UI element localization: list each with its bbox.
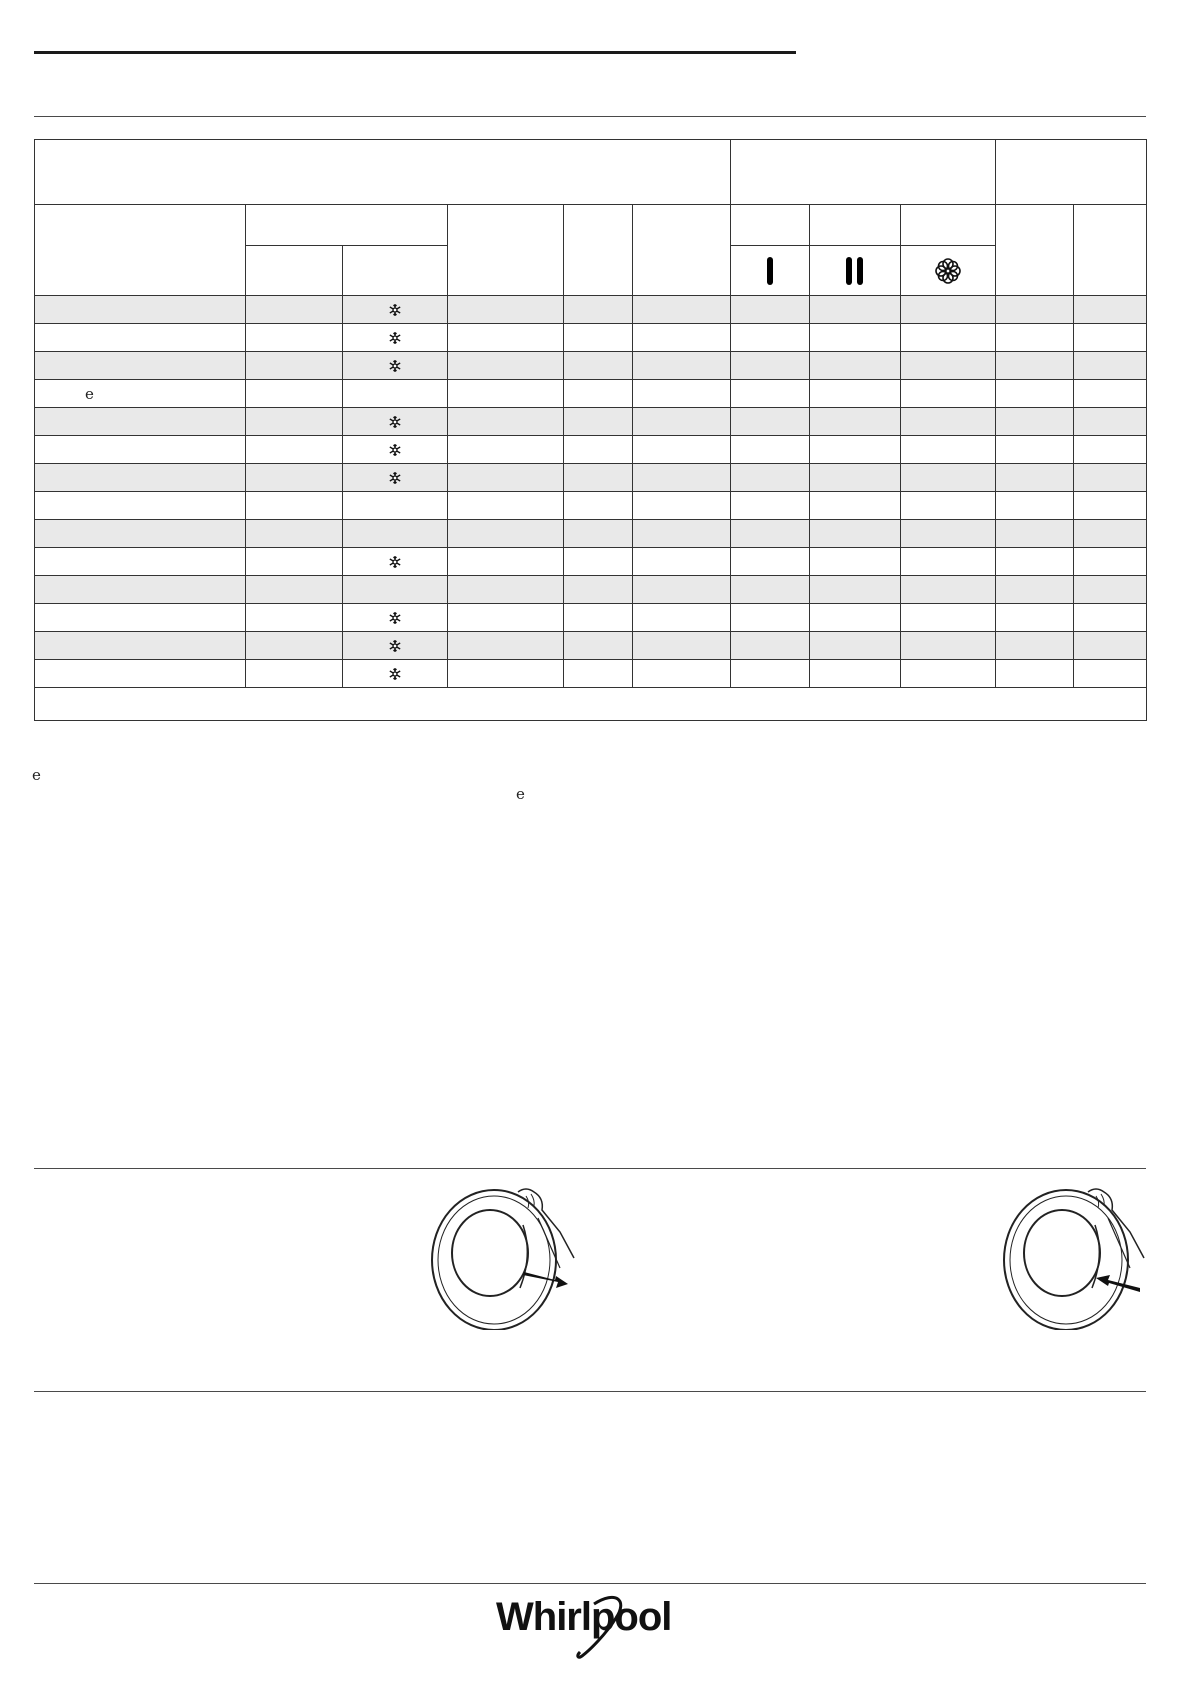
table-cell <box>448 296 564 324</box>
table-cell <box>35 436 246 464</box>
table-cell <box>1074 576 1147 604</box>
table-cell <box>448 660 564 688</box>
footnote-eco-icon-2: e <box>516 785 525 803</box>
table-cell <box>35 632 246 660</box>
table-cell <box>810 380 901 408</box>
table-cell <box>731 324 810 352</box>
table-cell <box>343 380 448 408</box>
table-cell <box>633 520 731 548</box>
table-cell <box>810 576 901 604</box>
table-row <box>35 492 1147 520</box>
table-row <box>35 576 1147 604</box>
table-cell <box>448 520 564 548</box>
table-cell <box>343 464 448 492</box>
table-cell <box>1074 324 1147 352</box>
table-cell <box>633 436 731 464</box>
table-cell <box>901 408 996 436</box>
table-cell <box>731 548 810 576</box>
table-cell <box>246 436 343 464</box>
table-cell <box>996 632 1074 660</box>
table-cell <box>1074 464 1147 492</box>
table-cell <box>1074 492 1147 520</box>
table-cell <box>564 352 633 380</box>
table-cell <box>35 464 246 492</box>
single-bar-icon <box>765 257 775 285</box>
table-cell <box>448 408 564 436</box>
footer-rule <box>34 1583 1146 1584</box>
table-row <box>35 548 1147 576</box>
table-group-header-main <box>35 140 731 205</box>
table-cell <box>996 604 1074 632</box>
table-row <box>35 324 1147 352</box>
table-cell <box>564 380 633 408</box>
table-cell <box>1074 632 1147 660</box>
table-cell <box>564 408 633 436</box>
table-cell <box>448 464 564 492</box>
table-cell <box>35 492 246 520</box>
table-cell <box>246 352 343 380</box>
table-cell <box>633 352 731 380</box>
table-cell <box>35 324 246 352</box>
section-rule-2 <box>34 1391 1146 1392</box>
table-cell <box>246 324 343 352</box>
table-cell <box>731 352 810 380</box>
table-cell <box>448 492 564 520</box>
snowflake-icon <box>388 303 402 317</box>
table-row <box>35 464 1147 492</box>
table-cell <box>633 380 731 408</box>
header-col-6 <box>633 205 731 296</box>
snowflake-icon <box>388 415 402 429</box>
table-cell <box>564 660 633 688</box>
table-cell <box>731 408 810 436</box>
table-cell <box>901 296 996 324</box>
table-footer-cell <box>35 688 1147 721</box>
table-cell <box>246 520 343 548</box>
table-row <box>35 660 1147 688</box>
table-cell <box>901 464 996 492</box>
table-cell <box>343 492 448 520</box>
table-cell <box>901 436 996 464</box>
snowflake-icon <box>388 555 402 569</box>
table-cell <box>633 604 731 632</box>
table-row <box>35 296 1147 324</box>
table-cell <box>246 548 343 576</box>
table-cell <box>901 352 996 380</box>
table-cell <box>633 492 731 520</box>
table-cell <box>564 576 633 604</box>
flower-icon <box>933 256 963 286</box>
table-cell <box>343 632 448 660</box>
table-cell <box>731 520 810 548</box>
snowflake-icon <box>388 443 402 457</box>
table-cell <box>810 604 901 632</box>
header-col-5 <box>564 205 633 296</box>
table-cell <box>343 520 448 548</box>
header-level-2 <box>810 205 901 246</box>
table-cell <box>564 632 633 660</box>
table-cell <box>731 604 810 632</box>
header-single-bar <box>731 246 810 296</box>
header-col-10 <box>996 205 1074 296</box>
table-cell <box>901 576 996 604</box>
table-cell <box>810 660 901 688</box>
table-cell <box>633 632 731 660</box>
table-cell <box>996 492 1074 520</box>
table-cell <box>564 604 633 632</box>
snowflake-icon <box>388 471 402 485</box>
header-flower <box>901 246 996 296</box>
table-cell <box>35 380 246 408</box>
table-cell <box>731 436 810 464</box>
snowflake-icon <box>388 359 402 373</box>
table-cell <box>246 632 343 660</box>
table-cell <box>343 296 448 324</box>
table-cell <box>35 548 246 576</box>
table-cell <box>810 324 901 352</box>
table-cell <box>1074 548 1147 576</box>
table-cell <box>448 604 564 632</box>
table-cell <box>810 464 901 492</box>
table-cell <box>810 548 901 576</box>
table-cell <box>448 380 564 408</box>
svg-text:Whirlpool: Whirlpool <box>496 1595 672 1639</box>
table-cell <box>448 352 564 380</box>
table-cell <box>564 520 633 548</box>
table-cell <box>448 436 564 464</box>
table-cell <box>731 660 810 688</box>
table-cell <box>996 520 1074 548</box>
table-group-header-extra <box>996 140 1147 205</box>
table-row <box>35 352 1147 380</box>
header-program <box>35 205 246 296</box>
table-cell <box>996 576 1074 604</box>
table-cell <box>633 408 731 436</box>
snowflake-icon <box>388 331 402 345</box>
table-cell <box>448 324 564 352</box>
table-cell <box>1074 436 1147 464</box>
table-row <box>35 520 1147 548</box>
table-row <box>35 380 1147 408</box>
table-cell <box>996 380 1074 408</box>
table-cell <box>996 352 1074 380</box>
snowflake-icon <box>388 667 402 681</box>
table-cell <box>901 660 996 688</box>
table-cell <box>246 492 343 520</box>
table-cell <box>810 296 901 324</box>
table-cell <box>564 492 633 520</box>
table-cell <box>731 380 810 408</box>
table-cell <box>35 576 246 604</box>
table-cell <box>564 324 633 352</box>
table-cell <box>633 576 731 604</box>
table-cell <box>996 324 1074 352</box>
header-level-1 <box>731 205 810 246</box>
table-cell <box>996 548 1074 576</box>
table-cell <box>810 436 901 464</box>
snowflake-icon <box>388 639 402 653</box>
table-cell <box>731 576 810 604</box>
table-cell <box>810 352 901 380</box>
table-cell <box>35 352 246 380</box>
table-cell <box>35 296 246 324</box>
table-cell <box>633 324 731 352</box>
table-cell <box>731 296 810 324</box>
program-table <box>34 139 1147 721</box>
table-row <box>35 408 1147 436</box>
table-row <box>35 436 1147 464</box>
table-cell <box>35 408 246 436</box>
table-cell <box>246 296 343 324</box>
table-cell <box>1074 352 1147 380</box>
table-cell <box>901 492 996 520</box>
table-group-header-shelf <box>731 140 996 205</box>
header-double-bar <box>810 246 901 296</box>
header-col-11 <box>1074 205 1147 296</box>
table-cell <box>1074 660 1147 688</box>
table-cell <box>996 464 1074 492</box>
table-cell <box>633 660 731 688</box>
header-level-3 <box>901 205 996 246</box>
header-col-4 <box>448 205 564 296</box>
table-cell <box>633 464 731 492</box>
table-cell <box>343 324 448 352</box>
table-cell <box>1074 408 1147 436</box>
table-cell <box>633 296 731 324</box>
door-refit-illustration <box>1000 1180 1155 1330</box>
table-cell <box>448 576 564 604</box>
table-cell <box>246 464 343 492</box>
table-row <box>35 632 1147 660</box>
table-cell <box>996 660 1074 688</box>
table-cell <box>731 492 810 520</box>
header-function-b <box>343 246 448 296</box>
double-bar-icon <box>845 257 865 285</box>
table-cell <box>343 576 448 604</box>
table-cell <box>448 632 564 660</box>
table-cell <box>901 324 996 352</box>
eco-icon: e <box>85 384 94 403</box>
table-cell <box>901 380 996 408</box>
table-cell <box>343 604 448 632</box>
table-cell <box>901 632 996 660</box>
table-cell <box>564 436 633 464</box>
whirlpool-logo <box>496 1592 686 1664</box>
table-footer-row <box>35 688 1147 721</box>
table-cell <box>731 632 810 660</box>
table-cell <box>810 408 901 436</box>
table-row <box>35 604 1147 632</box>
table-cell <box>35 660 246 688</box>
table-cell <box>1074 380 1147 408</box>
table-cell <box>343 436 448 464</box>
table-cell <box>901 604 996 632</box>
table-cell <box>343 408 448 436</box>
table-cell <box>996 408 1074 436</box>
header-rule-thick <box>34 51 796 54</box>
table-cell <box>564 548 633 576</box>
table-cell <box>246 576 343 604</box>
table-cell <box>246 380 343 408</box>
table-cell <box>901 548 996 576</box>
table-cell <box>246 660 343 688</box>
table-cell <box>1074 604 1147 632</box>
table-cell <box>343 548 448 576</box>
table-cell <box>343 352 448 380</box>
table-cell <box>810 632 901 660</box>
table-cell <box>731 464 810 492</box>
table-cell <box>996 436 1074 464</box>
header-function-a <box>246 246 343 296</box>
header-rule <box>34 116 1146 117</box>
table-cell <box>901 520 996 548</box>
table-cell <box>343 660 448 688</box>
table-cell <box>633 548 731 576</box>
table-cell <box>35 604 246 632</box>
table-cell <box>810 492 901 520</box>
table-cell <box>564 464 633 492</box>
door-remove-illustration <box>428 1180 583 1330</box>
footnote-eco-icon: e <box>32 766 41 784</box>
section-rule <box>34 1168 1146 1169</box>
table-cell <box>246 604 343 632</box>
table-cell <box>246 408 343 436</box>
table-cell <box>1074 296 1147 324</box>
header-function <box>246 205 448 246</box>
table-cell <box>810 520 901 548</box>
table-cell <box>1074 520 1147 548</box>
table-cell <box>35 520 246 548</box>
table-cell <box>996 296 1074 324</box>
table-cell <box>448 548 564 576</box>
snowflake-icon <box>388 611 402 625</box>
table-cell <box>564 296 633 324</box>
